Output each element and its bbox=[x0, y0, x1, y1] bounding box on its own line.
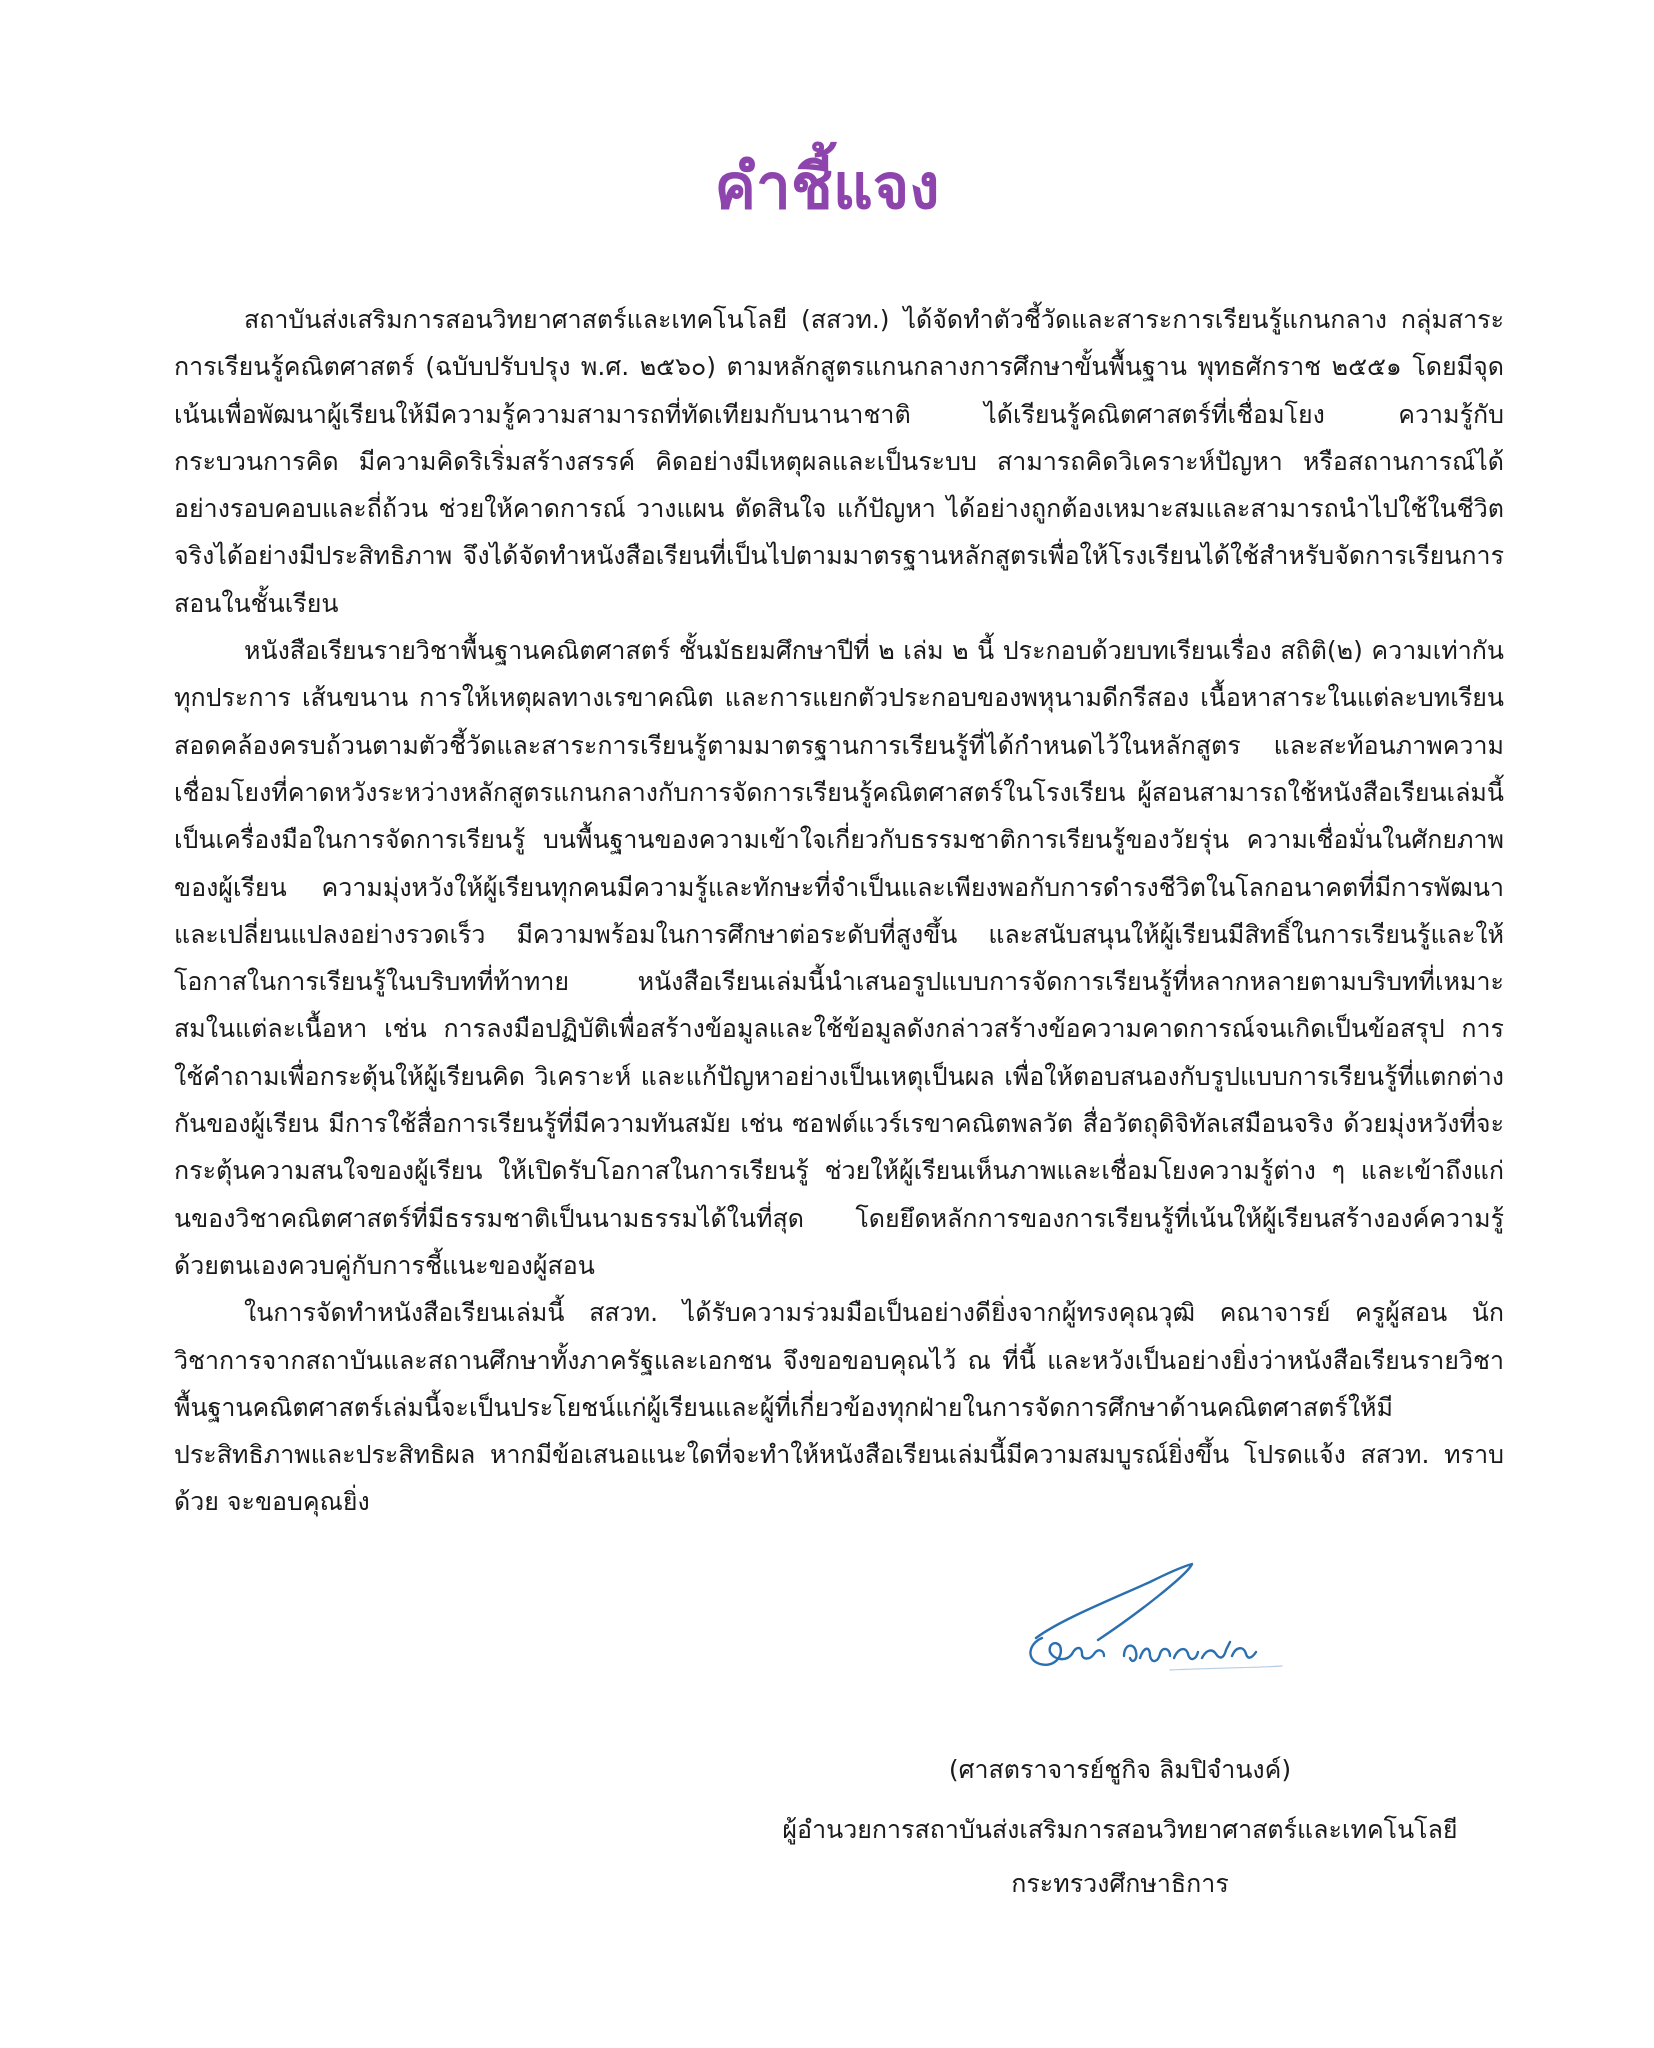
document-body bbox=[174, 296, 1504, 1526]
signatory-organization: กระทรวงศึกษาธิการ bbox=[1011, 1869, 1229, 1898]
paragraph-intro: สถาบันส่งเสริมการสอนวิทยาศาสตร์และเทคโนโลยี (สสวท.) ได้จัดทำตัวชี้วัดและสาระการเรียนรู้แกนกลาง กลุ่มสาระการเรียนรู้คณิตศาสตร์ (ฉบับปรับปรุง พ.ศ. ๒๕๖๐) ตามหลักสูตรแกนกลางการศึกษาขั้นพื้นฐาน พุทธศักราช ๒๕๕๑ โดยมีจุดเน้นเพื่อพัฒนาผู้เรียนให้มีความรู้ความสามารถที่ทัดเทียมกับนานาชาติ ได้เรียนรู้คณิตศาสตร์ที่เชื่อมโยง ความรู้กับกระบวนการคิด มีความคิดริเริ่มสร้างสรรค์ คิดอย่างมีเหตุผลและเป็นระบบ สามารถคิดวิเคราะห์ปัญหา หรือสถานการณ์ได้อย่างรอบคอบและถี่ถ้วน ช่วยให้คาดการณ์ วางแผน ตัดสินใจ แก้ปัญหา ได้อย่างถูกต้องเหมาะสมและสามารถนำไปใช้ในชีวิตจริงได้อย่างมีประสิทธิภาพ จึงได้จัดทำหนังสือเรียนที่เป็นไปตามมาตรฐานหลักสูตรเพื่อให้โรงเรียนได้ใช้สำหรับจัดการเรียนการสอนในชั้นเรียน bbox=[174, 305, 1504, 618]
signatory-name: (ศาสตราจารย์ชูกิจ ลิมปิจำนงค์) bbox=[948, 1755, 1292, 1784]
paragraph-acknowledgement: ในการจัดทำหนังสือเรียนเล่มนี้ สสวท. ได้รับความร่วมมือเป็นอย่างดียิ่งจากผู้ทรงคุณวุฒิ คณาจารย์ ครูผู้สอน นักวิชาการจากสถาบันและสถานศึกษาทั้งภาครัฐและเอกชน จึงขอขอบคุณไว้ ณ ที่นี้ และหวังเป็นอย่างยิ่งว่าหนังสือเรียนรายวิชาพื้นฐานคณิตศาสตร์เล่มนี้จะเป็นประโยชน์แก่ผู้เรียนและผู้ที่เกี่ยวข้องทุกฝ่ายในการจัดการศึกษาด้านคณิตศาสตร์ให้มีประสิทธิภาพและประสิทธิผล หากมีข้อเสนอแนะใดที่จะทำให้หนังสือเรียนเล่มนี้มีความสมบูรณ์ยิ่งขึ้น โปรดแจ้ง สสวท. ทราบด้วย จะขอบคุณยิ่ง bbox=[174, 1298, 1504, 1517]
signature-image bbox=[1020, 1560, 1300, 1690]
paragraph-book-content: หนังสือเรียนรายวิชาพื้นฐานคณิตศาสตร์ ชั้นมัธยมศึกษาปีที่ ๒ เล่ม ๒ นี้ ประกอบด้วยบทเรียนเรื่อง สถิติ(๒) ความเท่ากันทุกประการ เส้นขนาน การให้เหตุผลทางเรขาคณิต และการแยกตัวประกอบของพหุนามดีกรีสอง เนื้อหาสาระในแต่ละบทเรียนสอดคล้องครบถ้วนตามตัวชี้วัดและสาระการเรียนรู้ตามมาตรฐานการเรียนรู้ที่ได้กำหนดไว้ในหลักสูตร และสะท้อนภาพความเชื่อมโยงที่คาดหวังระหว่างหลักสูตรแกนกลางกับการจัดการเรียนรู้คณิตศาสตร์ในโรงเรียน ผู้สอนสามารถใช้หนังสือเรียนเล่มนี้เป็นเครื่องมือในการจัดการเรียนรู้ บนพื้นฐานของความเข้าใจเกี่ยวกับธรรมชาติการเรียนรู้ของวัยรุ่น ความเชื่อมั่นในศักยภาพของผู้เรียน ความมุ่งหวังให้ผู้เรียนทุกคนมีความรู้และทักษะที่จำเป็นและเพียงพอกับการดำรงชีวิตในโลกอนาคตที่มีการพัฒนาและเปลี่ยนแปลงอย่างรวดเร็ว มีความพร้อมในการศึกษาต่อระดับที่สูงขึ้น และสนับสนุนให้ผู้เรียนมีสิทธิ์ในการเรียนรู้และให้โอกาสในการเรียนรู้ในบริบทที่ท้าทาย หนังสือเรียนเล่มนี้นำเสนอรูปแบบการจัดการเรียนรู้ที่หลากหลายตามบริบทที่เหมาะสมในแต่ละเนื้อหา เช่น การลงมือปฏิบัติเพื่อสร้างข้อมูลและใช้ข้อมูลดังกล่าวสร้างข้อความคาดการณ์จนเกิดเป็นข้อสรุป การใช้คำถามเพื่อกระตุ้นให้ผู้เรียนคิด วิเคราะห์ และแก้ปัญหาอย่างเป็นเหตุเป็นผล เพื่อให้ตอบสนองกับรูปแบบการเรียนรู้ที่แตกต่างกันของผู้เรียน มีการใช้สื่อการเรียนรู้ที่มีความทันสมัย เช่น ซอฟต์แวร์เรขาคณิตพลวัต สื่อวัตถุดิจิทัลเสมือนจริง ด้วยมุ่งหวังที่จะกระตุ้นความสนใจของผู้เรียน ให้เปิดรับโอกาสในการเรียนรู้ ช่วยให้ผู้เรียนเห็นภาพและเชื่อมโยงความรู้ต่าง ๆ และเข้าถึงแก่นของวิชาคณิตศาสตร์ที่มีธรรมชาติเป็นนามธรรมได้ในที่สุด โดยยึดหลักการของการเรียนรู้ที่เน้นให้ผู้เรียนสร้างองค์ความรู้ด้วยตนเองควบคู่กับการชี้แนะของผู้สอน bbox=[174, 636, 1504, 1280]
page-title: คำชี้แจง bbox=[714, 150, 940, 223]
signatory-position: ผู้อำนวยการสถาบันส่งเสริมการสอนวิทยาศาสตร์และเทคโนโลยี bbox=[782, 1815, 1458, 1844]
